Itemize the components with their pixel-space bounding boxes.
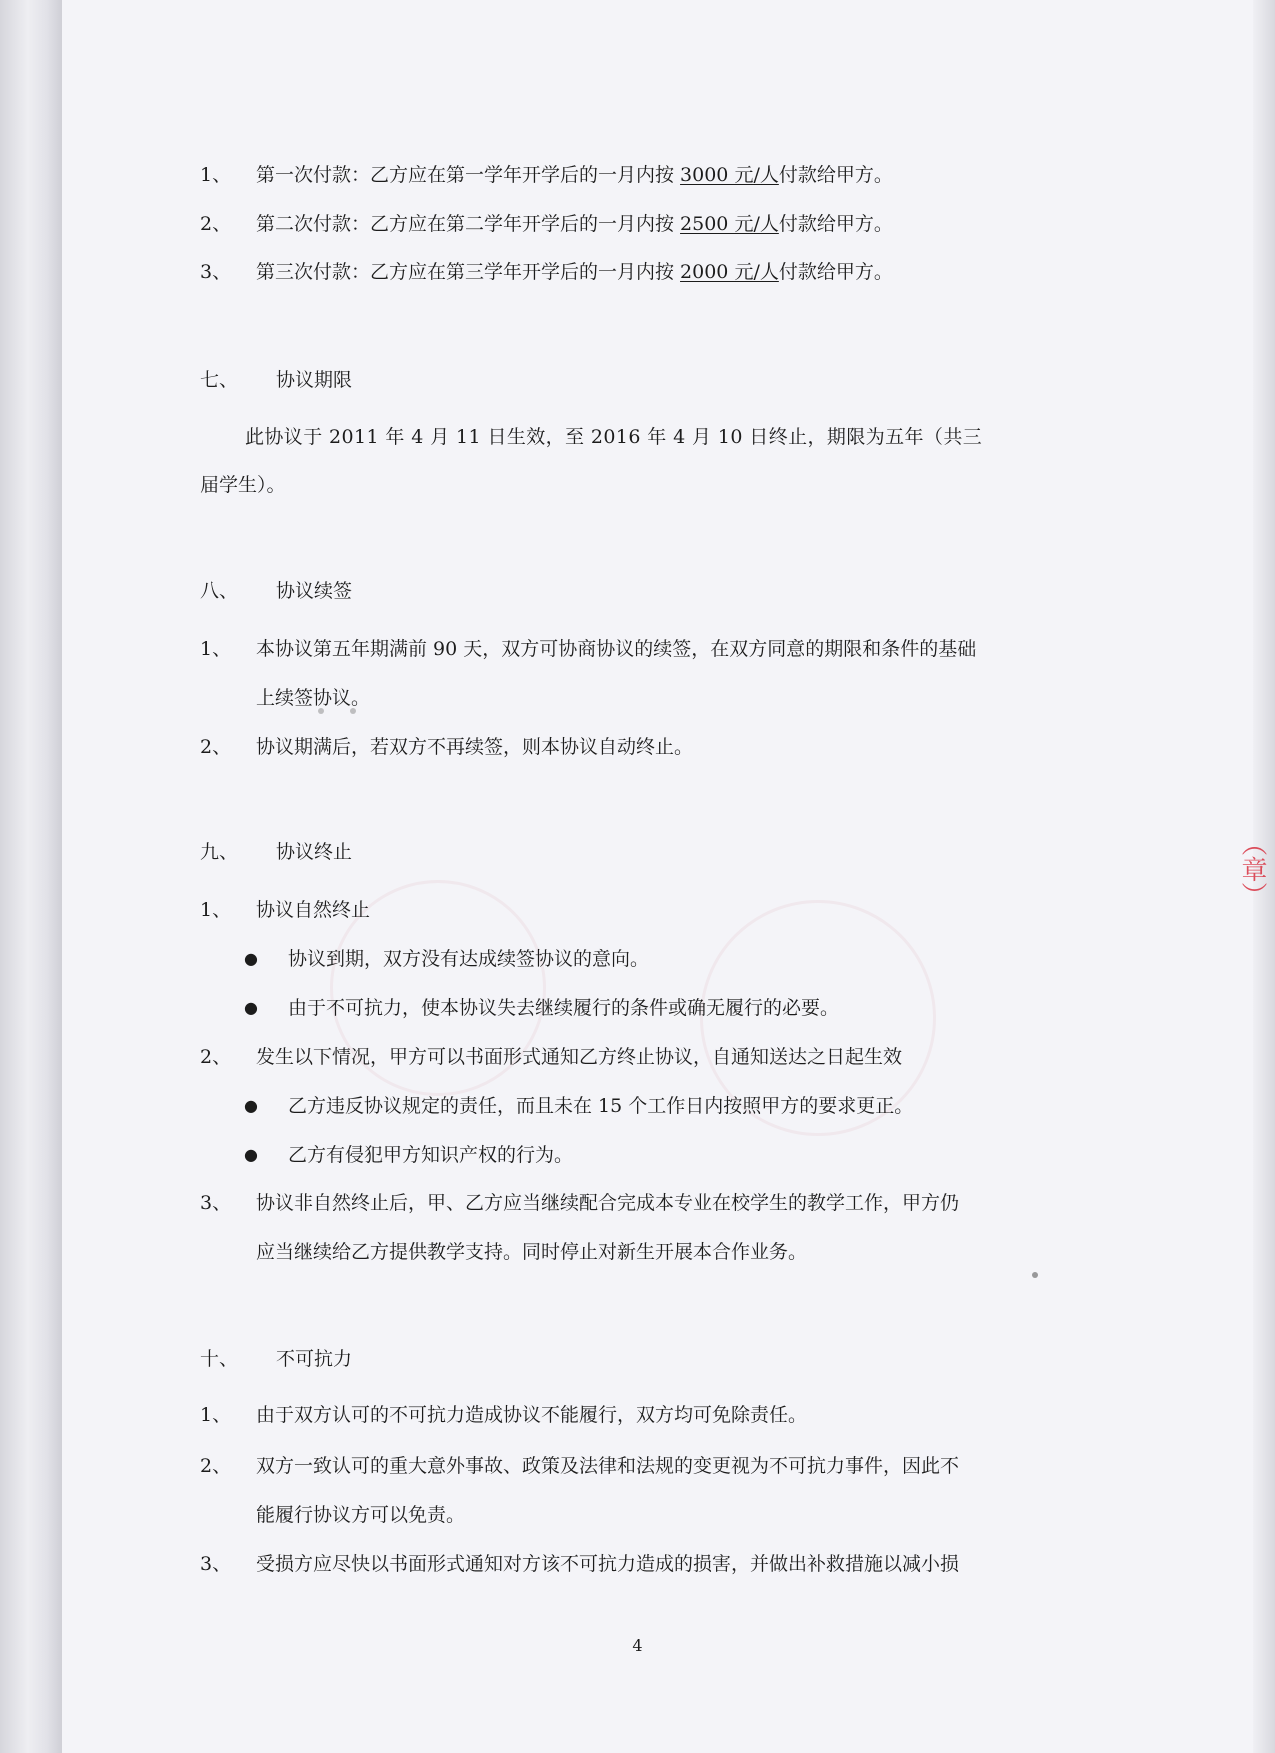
section-number: 十、 — [200, 1348, 239, 1370]
list-item: 上续签协议。 — [256, 687, 371, 709]
list-item: 本协议第五年期满前 90 天，双方可协商协议的续签，在双方同意的期限和条件的基础 — [256, 638, 977, 660]
payment-item — [256, 163, 893, 187]
payment-item — [256, 260, 893, 284]
list-number: 3、 — [200, 1192, 232, 1214]
list-item: 由于双方认可的不可抗力造成协议不能履行，双方均可免除责任。 — [256, 1404, 808, 1426]
section-paragraph: 届学生）。 — [200, 474, 286, 496]
list-item: 能履行协议方可以免责。 — [256, 1504, 466, 1526]
bullet-item: 由于不可抗力，使本协议失去继续履行的条件或确无履行的必要。 — [288, 997, 840, 1019]
payment-amount: 3000 元/人 — [680, 164, 779, 186]
section-number: 九、 — [200, 841, 239, 863]
list-number: 1、 — [200, 1404, 232, 1426]
payment-text: 付款给甲方。 — [778, 261, 893, 283]
list-item: 双方一致认可的重大意外事故、政策及法律和法规的变更视为不可抗力事件，因此不 — [256, 1455, 960, 1477]
list-number: 1、 — [200, 164, 232, 186]
list-item: 协议期满后，若双方不再续签，则本协议自动终止。 — [256, 736, 694, 758]
red-stamp-fragment: （章） — [1237, 830, 1267, 908]
payment-text: 付款给甲方。 — [778, 213, 893, 235]
payment-text: 第二次付款：乙方应在第二学年开学后的一月内按 — [256, 213, 681, 235]
list-item: 协议非自然终止后，甲、乙方应当继续配合完成本专业在校学生的教学工作，甲方仍 — [256, 1192, 960, 1214]
bullet-icon: ● — [244, 1145, 258, 1164]
list-number: 2、 — [200, 736, 232, 758]
payment-amount: 2500 元/人 — [680, 213, 779, 235]
list-item: 发生以下情况，甲方可以书面形式通知乙方终止协议，自通知送达之日起生效 — [256, 1046, 903, 1068]
section-title: 协议续签 — [276, 580, 353, 602]
section-number: 七、 — [200, 369, 239, 391]
list-item: 受损方应尽快以书面形式通知对方该不可抗力造成的损害，并做出补救措施以减小损 — [256, 1553, 960, 1575]
bullet-icon: ● — [244, 949, 258, 968]
payment-text: 第三次付款：乙方应在第三学年开学后的一月内按 — [256, 261, 681, 283]
bullet-item: 乙方有侵犯甲方知识产权的行为。 — [288, 1144, 574, 1166]
page-number: 4 — [632, 1636, 643, 1655]
bullet-icon: ● — [244, 998, 258, 1017]
list-item: 应当继续给乙方提供教学支持。同时停止对新生开展本合作业务。 — [256, 1241, 808, 1263]
bullet-item: 乙方违反协议规定的责任，而且未在 15 个工作日内按照甲方的要求更正。 — [288, 1095, 914, 1117]
list-number: 3、 — [200, 261, 232, 283]
list-number: 3、 — [200, 1553, 232, 1575]
payment-amount: 2000 元/人 — [680, 261, 779, 283]
bullet-item: 协议到期，双方没有达成续签协议的意向。 — [288, 948, 650, 970]
list-number: 2、 — [200, 213, 232, 235]
list-number: 2、 — [200, 1455, 232, 1477]
list-number: 2、 — [200, 1046, 232, 1068]
payment-item — [256, 212, 893, 236]
payment-text: 第一次付款：乙方应在第一学年开学后的一月内按 — [256, 164, 681, 186]
section-paragraph: 此协议于 2011 年 4 月 11 日生效，至 2016 年 4 月 10 日终止，期限为五年（共三 — [245, 426, 983, 448]
payment-text: 付款给甲方。 — [778, 164, 893, 186]
section-title: 协议终止 — [276, 841, 353, 863]
list-number: 1、 — [200, 638, 232, 660]
section-title: 协议期限 — [276, 369, 353, 391]
list-number: 1、 — [200, 899, 232, 921]
list-item: 协议自然终止 — [256, 899, 371, 921]
section-title: 不可抗力 — [276, 1348, 353, 1370]
section-number: 八、 — [200, 580, 239, 602]
bullet-icon: ● — [244, 1096, 258, 1115]
